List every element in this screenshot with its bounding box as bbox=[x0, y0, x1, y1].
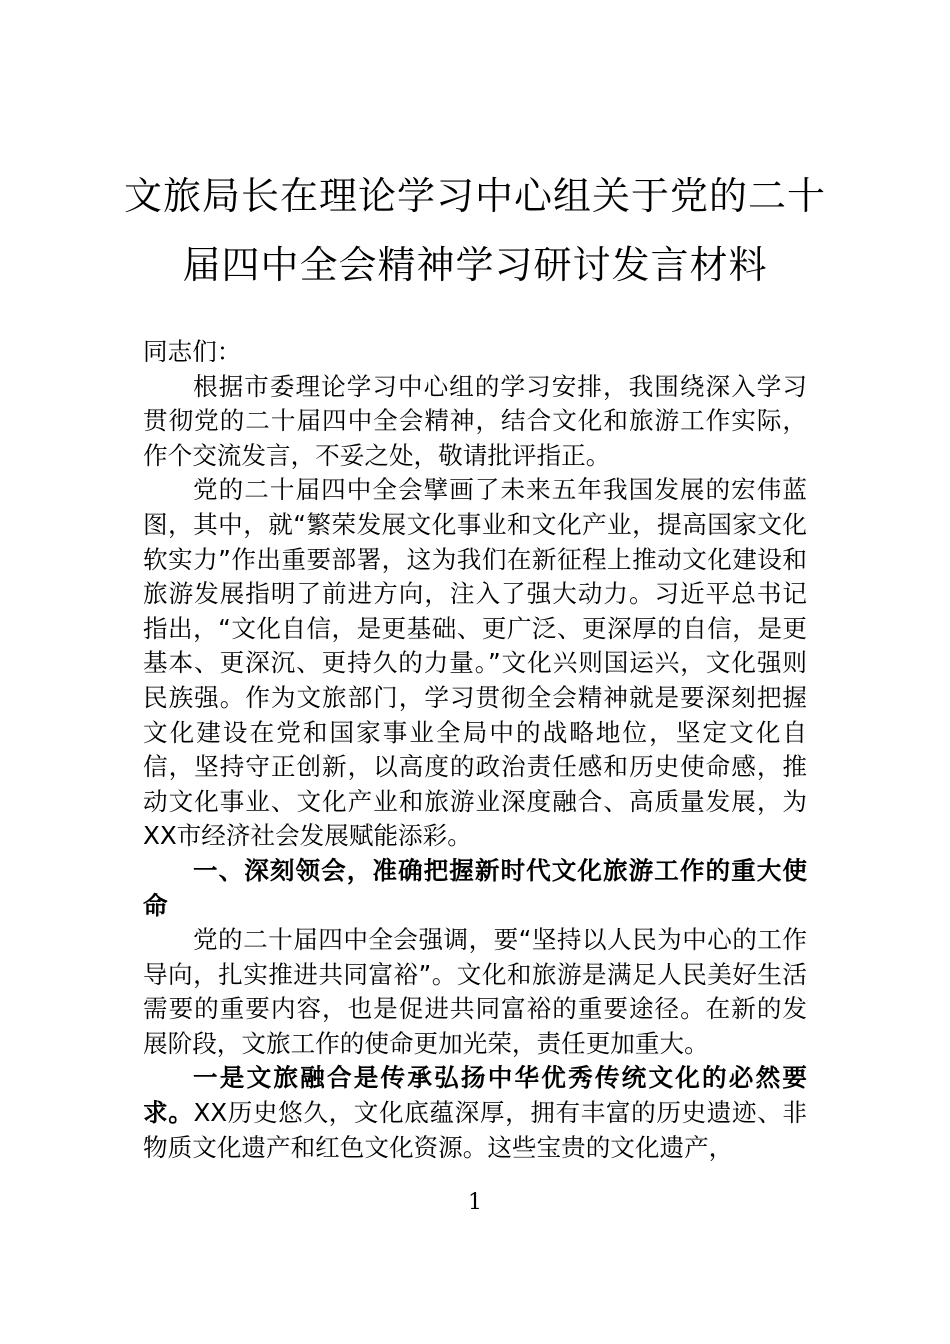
document-title-line-2: 届四中全会精神学习研讨发言材料 bbox=[182, 243, 768, 287]
paragraph-mission: 党的二十届四中全会强调，要“坚持以人民为中心的工作导向，扎实推进共同富裕”。文化和旅游是满足人民美好生活需要的重要内容，也是促进共同富裕的重要途径。在新的发展阶段，文旅工作的使命更加光荣，责任更加重大。 bbox=[143, 925, 807, 1058]
salutation: 同志们： bbox=[143, 337, 242, 366]
paragraph-background: 党的二十届四中全会擘画了未来五年我国发展的宏伟蓝图，其中，就“繁荣发展文化事业和文化产业，提高国家文化软实力”作出重要部署，这为我们在新征程上推动文化建设和旅游发展指明了前进方向，注入了强大动力。习近平总书记指出，“文化自信，是更基础、更广泛、更深厚的自信，是更基本、更深沉、更持久的力量。”文化兴则国运兴，文化强则民族强。作为文旅部门，学习贯彻全会精神就是要深刻把握文化建设在党和国家事业全局中的战略地位，坚定文化自信，坚持守正创新，以高度的政治责任感和历史使命感，推动文化事业、文化产业和旅游业深度融合、高质量发展，为XX市经济社会发展赋能添彩。 bbox=[143, 475, 807, 851]
paragraph-intro: 根据市委理论学习中心组的学习安排，我围绕深入学习贯彻党的二十届四中全会精神，结合文化和旅游工作实际，作个交流发言，不妥之处，敬请批评指正。 bbox=[143, 371, 807, 470]
document-title-line-1: 文旅局长在理论学习中心组关于党的二十 bbox=[123, 174, 826, 218]
page-number: 1 bbox=[468, 1190, 482, 1215]
document-body bbox=[143, 335, 807, 1165]
point-1-lead: 一是文旅融合是传承弘扬中华优秀传统文化的必然要求。 bbox=[143, 1063, 807, 1128]
paragraph-point-1 bbox=[143, 1061, 807, 1165]
section-heading-1: 一、深刻领会，准确把握新时代文化旅游工作的重大使命 bbox=[143, 855, 807, 920]
point-1-text: XX历史悠久，文化底蕴深厚，拥有丰富的历史遗迹、非物质文化遗产和红色文化资源。这些宝贵的文化遗产， bbox=[143, 1098, 807, 1162]
